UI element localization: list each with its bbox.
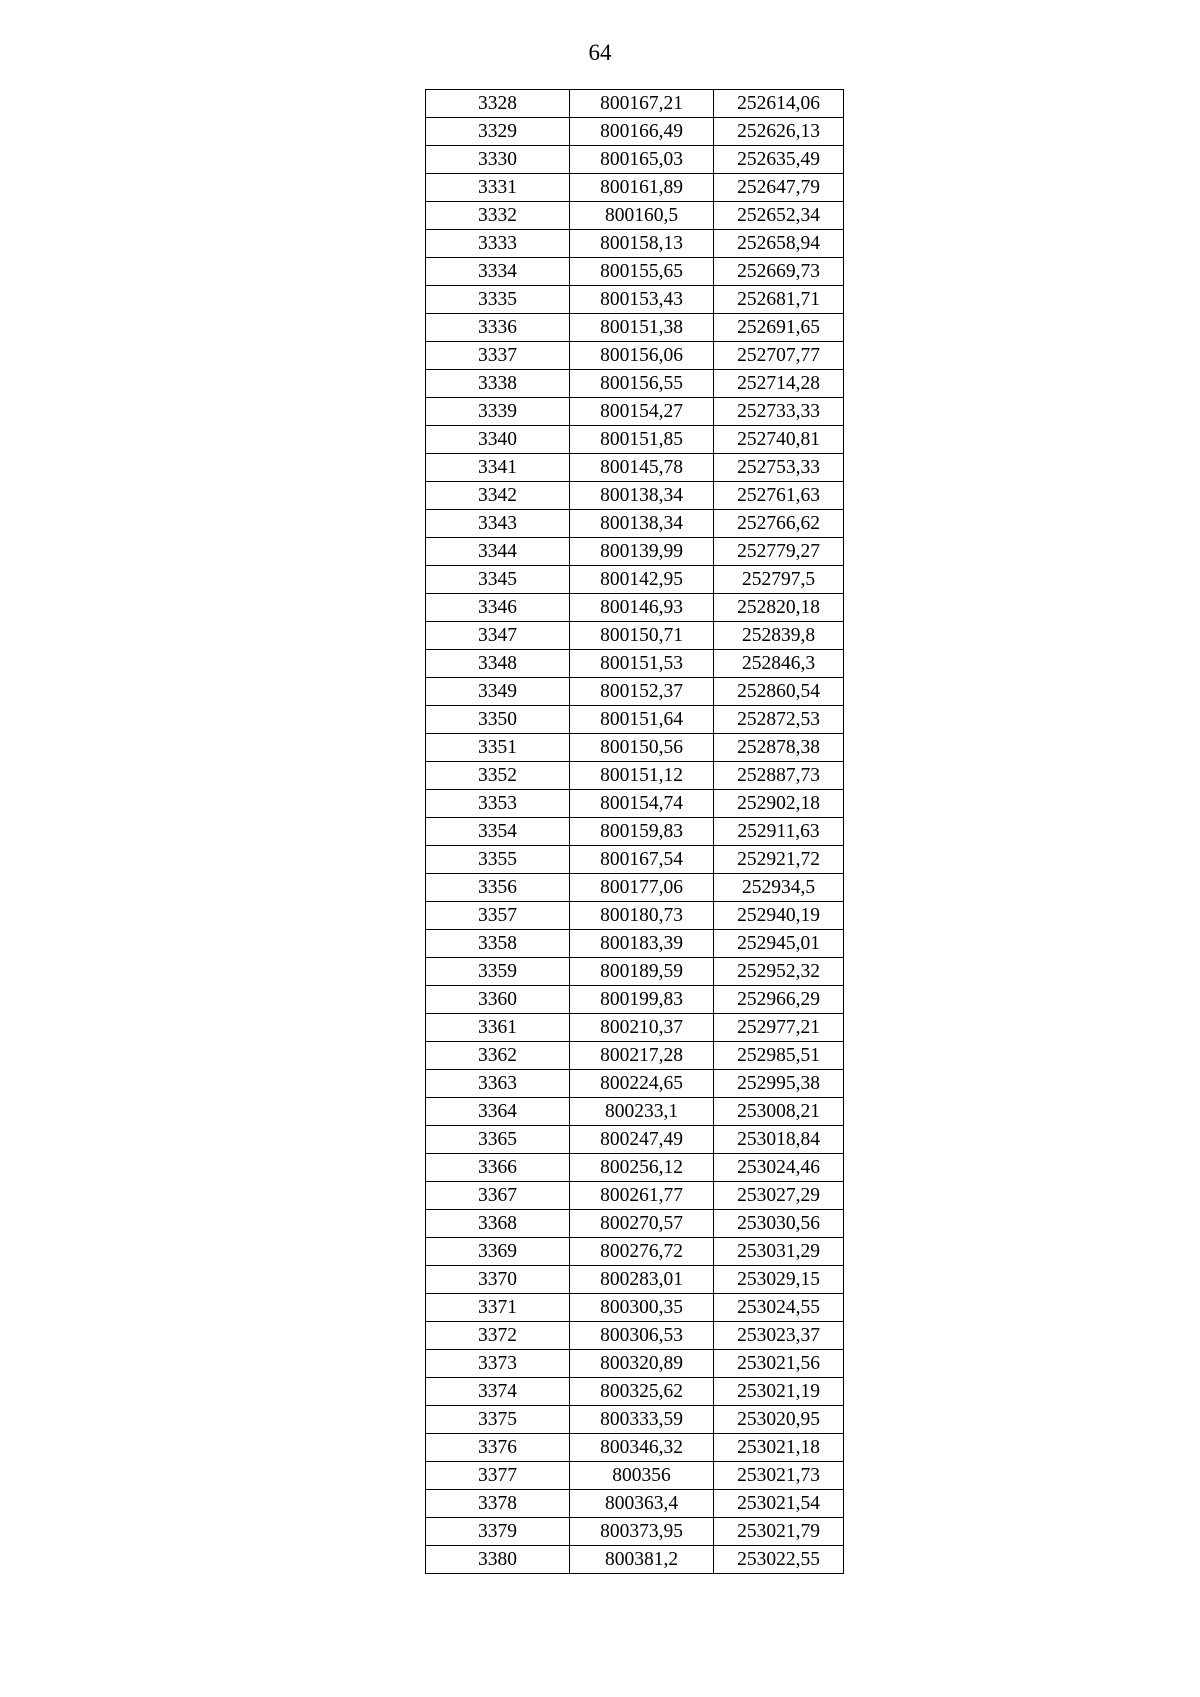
y-coordinate-cell: 252887,73 xyxy=(714,762,844,790)
point-number-cell: 3368 xyxy=(426,1210,570,1238)
table-row xyxy=(426,1434,844,1462)
y-coordinate-cell: 252761,63 xyxy=(714,482,844,510)
y-coordinate-cell: 252652,34 xyxy=(714,202,844,230)
table-row xyxy=(426,1406,844,1434)
point-number-cell: 3346 xyxy=(426,594,570,622)
table-row xyxy=(426,1322,844,1350)
x-coordinate-cell: 800306,53 xyxy=(570,1322,714,1350)
y-coordinate-cell: 253020,95 xyxy=(714,1406,844,1434)
table-row xyxy=(426,650,844,678)
y-coordinate-cell: 252995,38 xyxy=(714,1070,844,1098)
y-coordinate-cell: 252872,53 xyxy=(714,706,844,734)
point-number-cell: 3332 xyxy=(426,202,570,230)
table-row xyxy=(426,1490,844,1518)
point-number-cell: 3337 xyxy=(426,342,570,370)
point-number-cell: 3329 xyxy=(426,118,570,146)
point-number-cell: 3377 xyxy=(426,1462,570,1490)
table-row xyxy=(426,1154,844,1182)
point-number-cell: 3369 xyxy=(426,1238,570,1266)
y-coordinate-cell: 253008,21 xyxy=(714,1098,844,1126)
y-coordinate-cell: 252669,73 xyxy=(714,258,844,286)
x-coordinate-cell: 800142,95 xyxy=(570,566,714,594)
y-coordinate-cell: 252635,49 xyxy=(714,146,844,174)
y-coordinate-cell: 252934,5 xyxy=(714,874,844,902)
point-number-cell: 3352 xyxy=(426,762,570,790)
table-row xyxy=(426,174,844,202)
x-coordinate-cell: 800224,65 xyxy=(570,1070,714,1098)
y-coordinate-cell: 253022,55 xyxy=(714,1546,844,1574)
table-row xyxy=(426,846,844,874)
point-number-cell: 3338 xyxy=(426,370,570,398)
x-coordinate-cell: 800151,64 xyxy=(570,706,714,734)
point-number-cell: 3358 xyxy=(426,930,570,958)
y-coordinate-cell: 253021,73 xyxy=(714,1462,844,1490)
x-coordinate-cell: 800154,74 xyxy=(570,790,714,818)
y-coordinate-cell: 252714,28 xyxy=(714,370,844,398)
point-number-cell: 3359 xyxy=(426,958,570,986)
x-coordinate-cell: 800363,4 xyxy=(570,1490,714,1518)
table-row xyxy=(426,986,844,1014)
x-coordinate-cell: 800180,73 xyxy=(570,902,714,930)
y-coordinate-cell: 253024,46 xyxy=(714,1154,844,1182)
point-number-cell: 3334 xyxy=(426,258,570,286)
x-coordinate-cell: 800150,56 xyxy=(570,734,714,762)
x-coordinate-cell: 800300,35 xyxy=(570,1294,714,1322)
x-coordinate-cell: 800177,06 xyxy=(570,874,714,902)
x-coordinate-cell: 800158,13 xyxy=(570,230,714,258)
point-number-cell: 3374 xyxy=(426,1378,570,1406)
x-coordinate-cell: 800256,12 xyxy=(570,1154,714,1182)
table-row xyxy=(426,258,844,286)
x-coordinate-cell: 800381,2 xyxy=(570,1546,714,1574)
x-coordinate-cell: 800151,38 xyxy=(570,314,714,342)
x-coordinate-cell: 800146,93 xyxy=(570,594,714,622)
point-number-cell: 3343 xyxy=(426,510,570,538)
table-row xyxy=(426,118,844,146)
x-coordinate-cell: 800261,77 xyxy=(570,1182,714,1210)
y-coordinate-cell: 252966,29 xyxy=(714,986,844,1014)
table-row xyxy=(426,314,844,342)
table-row xyxy=(426,146,844,174)
x-coordinate-cell: 800151,85 xyxy=(570,426,714,454)
point-number-cell: 3351 xyxy=(426,734,570,762)
table-row xyxy=(426,1042,844,1070)
y-coordinate-cell: 252902,18 xyxy=(714,790,844,818)
table-row xyxy=(426,426,844,454)
table-row xyxy=(426,874,844,902)
x-coordinate-cell: 800373,95 xyxy=(570,1518,714,1546)
point-number-cell: 3333 xyxy=(426,230,570,258)
table-row xyxy=(426,734,844,762)
point-number-cell: 3345 xyxy=(426,566,570,594)
x-coordinate-cell: 800138,34 xyxy=(570,510,714,538)
point-number-cell: 3363 xyxy=(426,1070,570,1098)
table-row xyxy=(426,566,844,594)
table-row xyxy=(426,1546,844,1574)
x-coordinate-cell: 800276,72 xyxy=(570,1238,714,1266)
x-coordinate-cell: 800167,21 xyxy=(570,90,714,118)
table-row xyxy=(426,90,844,118)
x-coordinate-cell: 800151,12 xyxy=(570,762,714,790)
y-coordinate-cell: 252797,5 xyxy=(714,566,844,594)
table-row xyxy=(426,1126,844,1154)
point-number-cell: 3364 xyxy=(426,1098,570,1126)
y-coordinate-cell: 252952,32 xyxy=(714,958,844,986)
point-number-cell: 3341 xyxy=(426,454,570,482)
y-coordinate-cell: 252766,62 xyxy=(714,510,844,538)
point-number-cell: 3366 xyxy=(426,1154,570,1182)
table-row xyxy=(426,454,844,482)
y-coordinate-cell: 252707,77 xyxy=(714,342,844,370)
x-coordinate-cell: 800356 xyxy=(570,1462,714,1490)
y-coordinate-cell: 253021,79 xyxy=(714,1518,844,1546)
table-row xyxy=(426,230,844,258)
x-coordinate-cell: 800145,78 xyxy=(570,454,714,482)
point-number-cell: 3367 xyxy=(426,1182,570,1210)
point-number-cell: 3375 xyxy=(426,1406,570,1434)
table-row xyxy=(426,1266,844,1294)
y-coordinate-cell: 253030,56 xyxy=(714,1210,844,1238)
point-number-cell: 3344 xyxy=(426,538,570,566)
point-number-cell: 3357 xyxy=(426,902,570,930)
table-row xyxy=(426,286,844,314)
x-coordinate-cell: 800152,37 xyxy=(570,678,714,706)
table-row xyxy=(426,1350,844,1378)
x-coordinate-cell: 800151,53 xyxy=(570,650,714,678)
point-number-cell: 3350 xyxy=(426,706,570,734)
point-number-cell: 3335 xyxy=(426,286,570,314)
x-coordinate-cell: 800210,37 xyxy=(570,1014,714,1042)
point-number-cell: 3360 xyxy=(426,986,570,1014)
table-row xyxy=(426,510,844,538)
table-row xyxy=(426,202,844,230)
table-row xyxy=(426,1070,844,1098)
point-number-cell: 3349 xyxy=(426,678,570,706)
point-number-cell: 3370 xyxy=(426,1266,570,1294)
y-coordinate-cell: 253029,15 xyxy=(714,1266,844,1294)
table-row xyxy=(426,622,844,650)
y-coordinate-cell: 253021,18 xyxy=(714,1434,844,1462)
y-coordinate-cell: 252921,72 xyxy=(714,846,844,874)
x-coordinate-cell: 800333,59 xyxy=(570,1406,714,1434)
table-row xyxy=(426,1462,844,1490)
x-coordinate-cell: 800233,1 xyxy=(570,1098,714,1126)
y-coordinate-cell: 253021,56 xyxy=(714,1350,844,1378)
x-coordinate-cell: 800150,71 xyxy=(570,622,714,650)
x-coordinate-cell: 800155,65 xyxy=(570,258,714,286)
y-coordinate-cell: 253031,29 xyxy=(714,1238,844,1266)
y-coordinate-cell: 252977,21 xyxy=(714,1014,844,1042)
y-coordinate-cell: 252846,3 xyxy=(714,650,844,678)
page-number: 64 xyxy=(588,40,612,65)
x-coordinate-cell: 800153,43 xyxy=(570,286,714,314)
point-number-cell: 3378 xyxy=(426,1490,570,1518)
table-row xyxy=(426,1378,844,1406)
x-coordinate-cell: 800320,89 xyxy=(570,1350,714,1378)
x-coordinate-cell: 800160,5 xyxy=(570,202,714,230)
table-row xyxy=(426,538,844,566)
x-coordinate-cell: 800165,03 xyxy=(570,146,714,174)
y-coordinate-cell: 253027,29 xyxy=(714,1182,844,1210)
point-number-cell: 3355 xyxy=(426,846,570,874)
point-number-cell: 3354 xyxy=(426,818,570,846)
point-number-cell: 3342 xyxy=(426,482,570,510)
x-coordinate-cell: 800156,06 xyxy=(570,342,714,370)
x-coordinate-cell: 800346,32 xyxy=(570,1434,714,1462)
y-coordinate-cell: 252820,18 xyxy=(714,594,844,622)
point-number-cell: 3373 xyxy=(426,1350,570,1378)
y-coordinate-cell: 253023,37 xyxy=(714,1322,844,1350)
y-coordinate-cell: 253024,55 xyxy=(714,1294,844,1322)
table-row xyxy=(426,370,844,398)
point-number-cell: 3362 xyxy=(426,1042,570,1070)
point-number-cell: 3328 xyxy=(426,90,570,118)
point-number-cell: 3372 xyxy=(426,1322,570,1350)
y-coordinate-cell: 253021,19 xyxy=(714,1378,844,1406)
table-row xyxy=(426,958,844,986)
y-coordinate-cell: 252614,06 xyxy=(714,90,844,118)
table-row xyxy=(426,398,844,426)
x-coordinate-cell: 800325,62 xyxy=(570,1378,714,1406)
y-coordinate-cell: 252945,01 xyxy=(714,930,844,958)
table-row xyxy=(426,1518,844,1546)
point-number-cell: 3340 xyxy=(426,426,570,454)
table-row xyxy=(426,818,844,846)
point-number-cell: 3353 xyxy=(426,790,570,818)
x-coordinate-cell: 800217,28 xyxy=(570,1042,714,1070)
x-coordinate-cell: 800183,39 xyxy=(570,930,714,958)
table-row xyxy=(426,482,844,510)
coordinates-table xyxy=(425,89,844,1574)
x-coordinate-cell: 800247,49 xyxy=(570,1126,714,1154)
y-coordinate-cell: 252740,81 xyxy=(714,426,844,454)
point-number-cell: 3361 xyxy=(426,1014,570,1042)
y-coordinate-cell: 252658,94 xyxy=(714,230,844,258)
x-coordinate-cell: 800156,55 xyxy=(570,370,714,398)
point-number-cell: 3339 xyxy=(426,398,570,426)
point-number-cell: 3376 xyxy=(426,1434,570,1462)
x-coordinate-cell: 800270,57 xyxy=(570,1210,714,1238)
y-coordinate-cell: 252691,65 xyxy=(714,314,844,342)
y-coordinate-cell: 252985,51 xyxy=(714,1042,844,1070)
y-coordinate-cell: 252681,71 xyxy=(714,286,844,314)
point-number-cell: 3330 xyxy=(426,146,570,174)
y-coordinate-cell: 253021,54 xyxy=(714,1490,844,1518)
x-coordinate-cell: 800154,27 xyxy=(570,398,714,426)
y-coordinate-cell: 252626,13 xyxy=(714,118,844,146)
x-coordinate-cell: 800199,83 xyxy=(570,986,714,1014)
x-coordinate-cell: 800167,54 xyxy=(570,846,714,874)
table-row xyxy=(426,706,844,734)
table-row xyxy=(426,678,844,706)
table-row xyxy=(426,1294,844,1322)
y-coordinate-cell: 252779,27 xyxy=(714,538,844,566)
table-row xyxy=(426,1014,844,1042)
x-coordinate-cell: 800283,01 xyxy=(570,1266,714,1294)
coordinates-table-body xyxy=(426,90,844,1574)
table-row xyxy=(426,790,844,818)
y-coordinate-cell: 253018,84 xyxy=(714,1126,844,1154)
x-coordinate-cell: 800159,83 xyxy=(570,818,714,846)
y-coordinate-cell: 252878,38 xyxy=(714,734,844,762)
point-number-cell: 3380 xyxy=(426,1546,570,1574)
point-number-cell: 3348 xyxy=(426,650,570,678)
x-coordinate-cell: 800166,49 xyxy=(570,118,714,146)
table-row xyxy=(426,762,844,790)
y-coordinate-cell: 252860,54 xyxy=(714,678,844,706)
point-number-cell: 3371 xyxy=(426,1294,570,1322)
x-coordinate-cell: 800139,99 xyxy=(570,538,714,566)
table-row xyxy=(426,342,844,370)
y-coordinate-cell: 252911,63 xyxy=(714,818,844,846)
table-row xyxy=(426,1238,844,1266)
table-row xyxy=(426,1098,844,1126)
x-coordinate-cell: 800138,34 xyxy=(570,482,714,510)
table-row xyxy=(426,1182,844,1210)
table-row xyxy=(426,594,844,622)
y-coordinate-cell: 252733,33 xyxy=(714,398,844,426)
table-row xyxy=(426,902,844,930)
y-coordinate-cell: 252839,8 xyxy=(714,622,844,650)
x-coordinate-cell: 800161,89 xyxy=(570,174,714,202)
y-coordinate-cell: 252940,19 xyxy=(714,902,844,930)
table-row xyxy=(426,930,844,958)
point-number-cell: 3365 xyxy=(426,1126,570,1154)
y-coordinate-cell: 252647,79 xyxy=(714,174,844,202)
point-number-cell: 3379 xyxy=(426,1518,570,1546)
point-number-cell: 3331 xyxy=(426,174,570,202)
point-number-cell: 3336 xyxy=(426,314,570,342)
table-row xyxy=(426,1210,844,1238)
x-coordinate-cell: 800189,59 xyxy=(570,958,714,986)
point-number-cell: 3347 xyxy=(426,622,570,650)
y-coordinate-cell: 252753,33 xyxy=(714,454,844,482)
point-number-cell: 3356 xyxy=(426,874,570,902)
